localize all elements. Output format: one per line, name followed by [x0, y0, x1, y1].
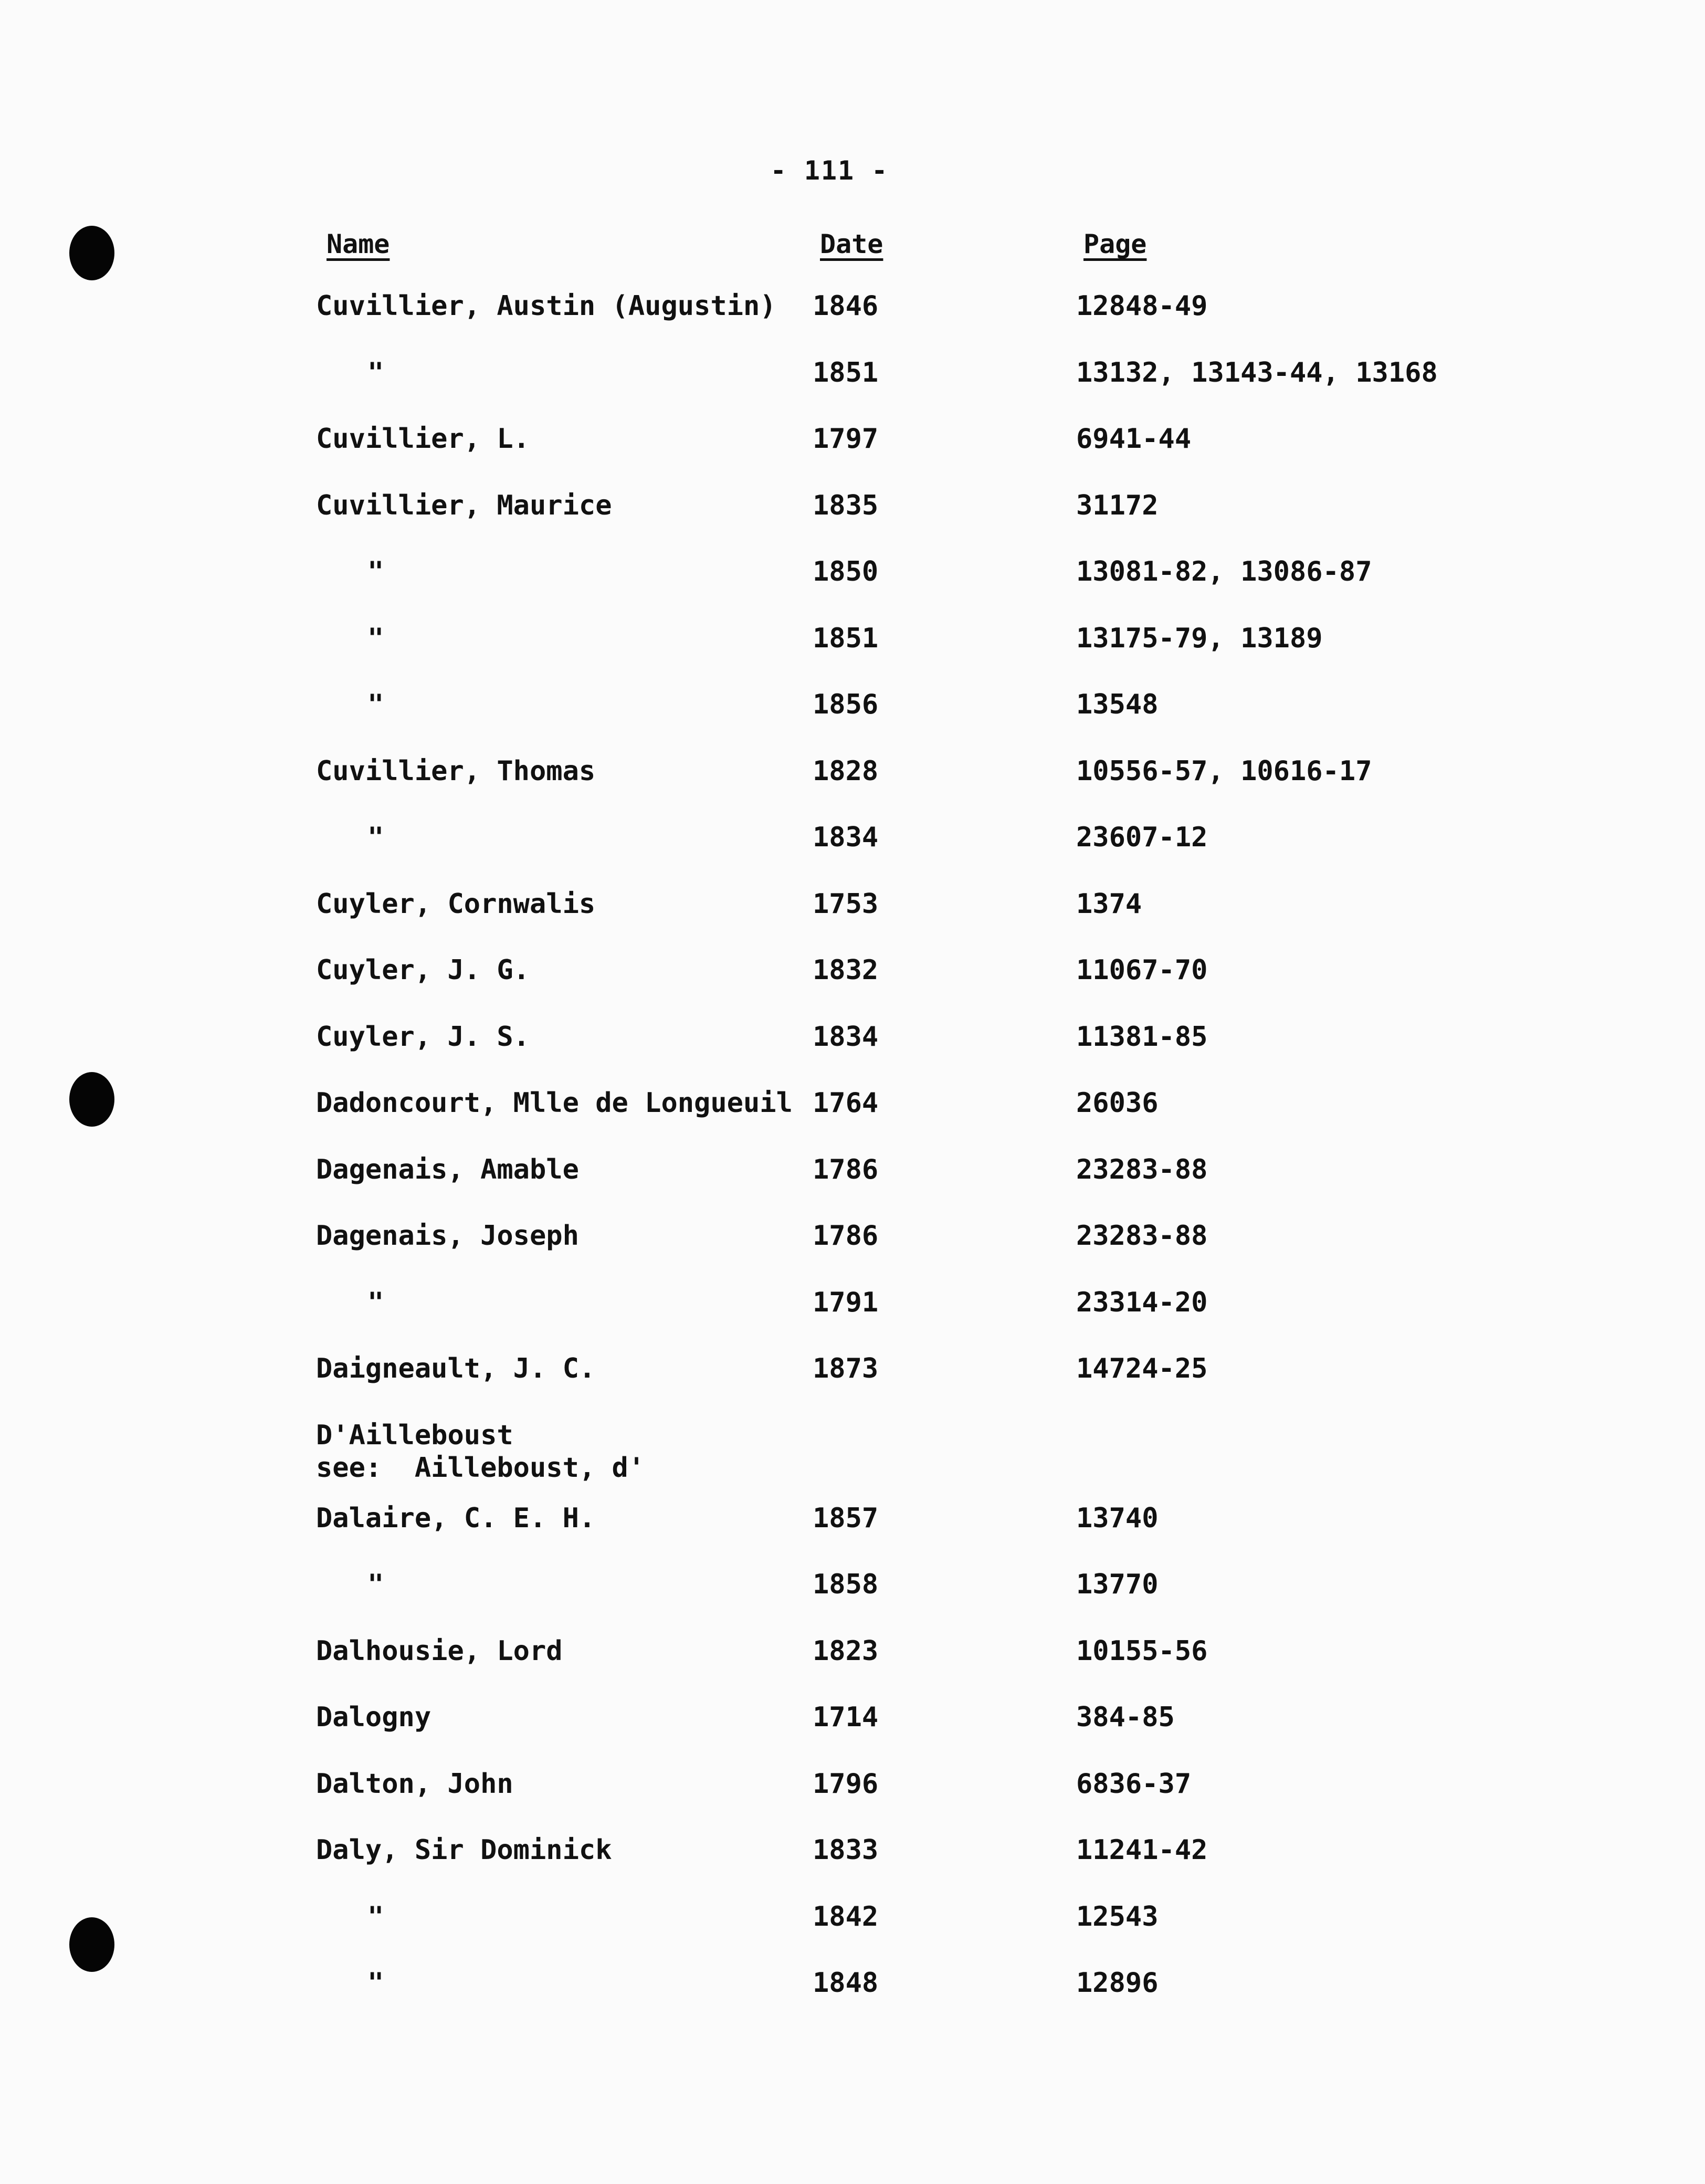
entry-page: 13081-82, 13086-87: [1076, 556, 1372, 587]
entry-name: Cuvillier, L.: [316, 423, 530, 455]
entry-date: 1842: [813, 1900, 879, 1933]
entry-name: Dalogny: [316, 1702, 431, 1733]
index-entry-row: [0, 1768, 1705, 1834]
index-entry-row: [0, 356, 1705, 423]
entry-date: 1828: [813, 755, 879, 787]
index-entry-row: [0, 489, 1705, 556]
entry-name: Cuyler, Cornwalis: [316, 888, 596, 920]
entry-page: 23607-12: [1076, 822, 1208, 853]
entry-name: Daly, Sir Dominick: [316, 1834, 612, 1866]
entry-name: ": [367, 356, 384, 388]
entry-page: 23283-88: [1076, 1220, 1208, 1252]
entry-name: D'Ailleboust see: Ailleboust, d': [316, 1419, 645, 1484]
index-entry-row: [0, 1701, 1705, 1768]
entry-name: Cuvillier, Thomas: [316, 755, 596, 787]
entry-page: 13175-79, 13189: [1076, 622, 1323, 654]
index-entry-row: [0, 290, 1705, 356]
entry-page: 12543: [1076, 1900, 1159, 1933]
entry-page: 11067-70: [1076, 954, 1208, 986]
entry-page: 26036: [1076, 1087, 1159, 1119]
entry-page: 11381-85: [1076, 1021, 1208, 1053]
entry-date: 1823: [813, 1635, 879, 1667]
index-entry-row: [0, 1087, 1705, 1153]
entry-date: 1834: [813, 822, 879, 853]
entry-name: ": [367, 622, 384, 654]
entry-page: 10155-56: [1076, 1635, 1208, 1667]
entry-name: ": [367, 689, 384, 720]
entry-name: ": [367, 1286, 384, 1318]
entry-name: Dalton, John: [316, 1768, 513, 1800]
index-entry-row: [0, 1286, 1705, 1353]
column-header-date: Date: [820, 229, 883, 259]
entry-date: 1835: [813, 489, 879, 521]
index-entry-row: [0, 755, 1705, 822]
entry-name: Cuvillier, Maurice: [316, 489, 612, 521]
index-entry-row: [0, 423, 1705, 489]
index-entry-row: [0, 1419, 1705, 1502]
entry-name: Cuvillier, Austin (Augustin): [316, 290, 776, 322]
entry-name: ": [367, 1900, 384, 1933]
entry-name: Cuyler, J. G.: [316, 954, 530, 986]
entry-page: 6941-44: [1076, 423, 1192, 455]
entry-page: 13132, 13143-44, 13168: [1076, 356, 1438, 388]
entry-name: Dagenais, Joseph: [316, 1220, 579, 1252]
entry-page: 12848-49: [1076, 290, 1208, 322]
entry-page: 12896: [1076, 1967, 1159, 1999]
entry-page: 13770: [1076, 1569, 1159, 1600]
entry-date: 1786: [813, 1153, 879, 1185]
index-entry-row: [0, 1834, 1705, 1900]
entry-page: 23314-20: [1076, 1286, 1208, 1318]
entry-date: 1848: [813, 1967, 879, 1999]
entry-name: ": [367, 556, 384, 587]
entry-date: 1786: [813, 1220, 879, 1252]
entry-date: 1834: [813, 1021, 879, 1053]
punch-hole: [69, 226, 114, 280]
entry-name: ": [367, 1967, 384, 1999]
entry-date: 1851: [813, 356, 879, 388]
entry-date: 1856: [813, 689, 879, 720]
entry-date: 1797: [813, 423, 879, 455]
entry-page: 31172: [1076, 489, 1159, 521]
entry-page: 13740: [1076, 1502, 1159, 1534]
entry-name: ": [367, 822, 384, 853]
entry-name: Dadoncourt, Mlle de Longueuil: [316, 1087, 793, 1119]
entry-date: 1796: [813, 1768, 879, 1800]
entry-date: 1846: [813, 290, 879, 322]
entry-page: 6836-37: [1076, 1768, 1192, 1800]
index-entry-row: [0, 888, 1705, 954]
entry-name: Dalaire, C. E. H.: [316, 1502, 596, 1534]
column-header-name: Name: [327, 229, 390, 259]
index-entry-row: [0, 1352, 1705, 1419]
index-entry-row: [0, 1502, 1705, 1569]
index-entry-row: [0, 1635, 1705, 1702]
entry-date: 1764: [813, 1087, 879, 1119]
entry-page: 11241-42: [1076, 1834, 1208, 1866]
entry-name: Dalhousie, Lord: [316, 1635, 563, 1667]
entry-date: 1850: [813, 556, 879, 587]
index-entry-row: [0, 1967, 1705, 2033]
entry-page: 1374: [1076, 888, 1142, 920]
index-entries: [0, 290, 1705, 2033]
entry-page: 384-85: [1076, 1702, 1175, 1733]
entry-name: ": [367, 1569, 384, 1600]
index-entry-row: [0, 1900, 1705, 1967]
page-number: - 111 -: [770, 155, 889, 186]
entry-date: 1753: [813, 888, 879, 920]
entry-date: 1858: [813, 1569, 879, 1600]
entry-page: 14724-25: [1076, 1353, 1208, 1384]
column-header-page: Page: [1083, 229, 1147, 259]
entry-date: 1832: [813, 954, 879, 986]
entry-date: 1791: [813, 1286, 879, 1318]
index-entry-row: [0, 821, 1705, 888]
entry-date: 1714: [813, 1702, 879, 1733]
index-entry-row: [0, 1220, 1705, 1286]
index-entry-row: [0, 555, 1705, 622]
index-entry-row: [0, 1568, 1705, 1635]
index-entry-row: [0, 954, 1705, 1021]
index-entry-row: [0, 688, 1705, 755]
entry-name: Dagenais, Amable: [316, 1153, 579, 1185]
index-entry-row: [0, 1021, 1705, 1087]
entry-date: 1873: [813, 1353, 879, 1384]
entry-date: 1851: [813, 622, 879, 654]
entry-page: 13548: [1076, 689, 1159, 720]
entry-date: 1857: [813, 1502, 879, 1534]
entry-name: Daigneault, J. C.: [316, 1353, 596, 1384]
index-entry-row: [0, 622, 1705, 689]
entry-date: 1833: [813, 1834, 879, 1866]
index-entry-row: [0, 1153, 1705, 1220]
entry-page: 10556-57, 10616-17: [1076, 755, 1372, 787]
entry-page: 23283-88: [1076, 1153, 1208, 1185]
entry-name: Cuyler, J. S.: [316, 1021, 530, 1053]
